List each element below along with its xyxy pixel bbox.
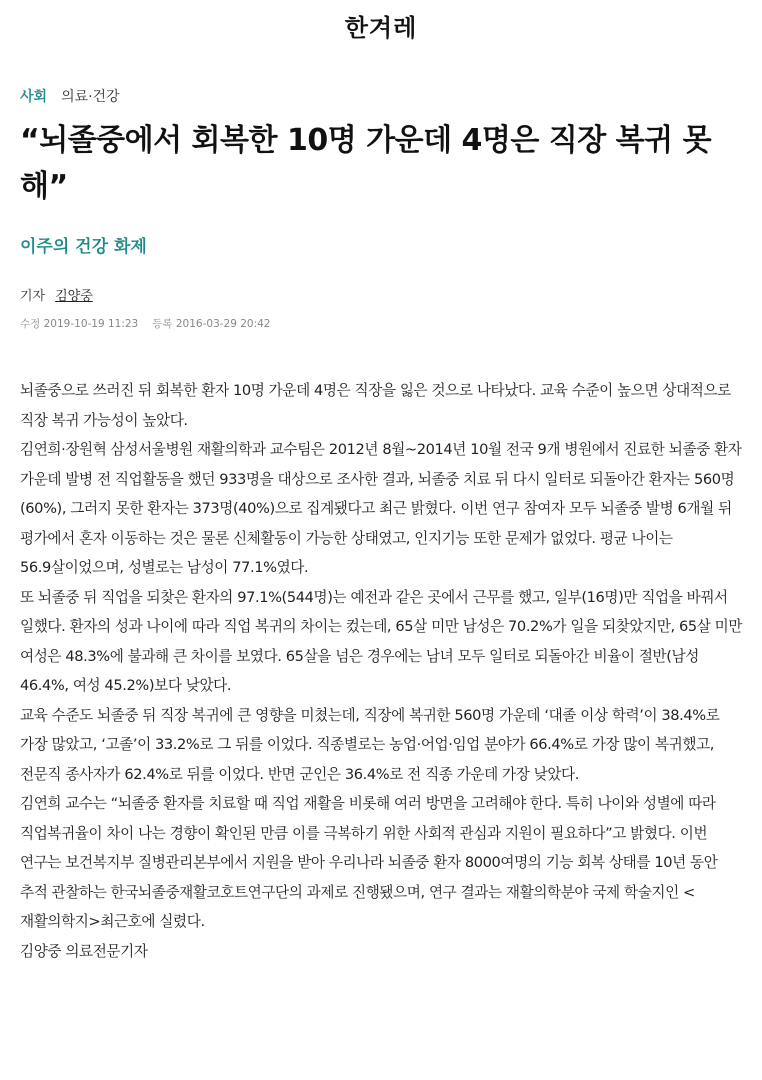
article-body: [20, 376, 744, 966]
article-headline: “뇌졸중에서 회복한 10명 가운데 4명은 직장 복귀 못해”: [20, 123, 712, 204]
reporter-link[interactable]: 김양중: [55, 289, 93, 304]
modified-date: 수정 2019-10-19 11:23: [20, 318, 139, 330]
section-breadcrumb: [20, 86, 120, 106]
article-paragraph: 교육 수준도 뇌졸중 뒤 직장 복귀에 큰 영향을 미쳤는데, 직장에 복귀한 560명 가운데 ‘대졸 이상 학력’이 38.4%로 가장 많았고, ‘고졸’이 33.2%로 그 뒤를 이었다. 직종별로는 농업·어업·임업 분야가 66.4%로 가장 많이 복귀했고, 전문직 종사자가 62.4%로 뒤를 이었다. 반면 군인은 36.4%로 전 직종 가운데 가장 낮았다.: [20, 706, 720, 783]
byline-label: 기자: [20, 289, 46, 304]
article-paragraph: 김연희·장원혁 삼성서울병원 재활의학과 교수팀은 2012년 8월~2014년 10월 전국 9개 병원에서 진료한 뇌졸중 환자 가운데 발병 전 직업활동을 했던 933명을 대상으로 조사한 결과, 뇌졸중 치료 뒤 다시 일터로 되돌아간 환자는 560명(60%), 그러지 못한 환자는 373명(40%)으로 집계됐다고 최근 밝혔다. 이번 연구 참여자 모두 뇌졸중 발병 6개월 뒤 평가에서 혼자 이동하는 것은 물론 신체활동이 가능한 상태였고, 인지기능 또한 문제가 없었다. 평균 나이는 56.9살이었으며, 성별로는 남성이 77.1%였다.: [20, 441, 742, 576]
site-logo[interactable]: 한겨레: [344, 13, 418, 42]
series-link[interactable]: 이주의 건강 화제: [20, 237, 147, 257]
section-link-main[interactable]: 사회: [20, 89, 48, 105]
article-paragraph: 또 뇌졸중 뒤 직업을 되찾은 환자의 97.1%(544명)는 예전과 같은 곳에서 근무를 했고, 일부(16명)만 직업을 바꿔서 일했다. 환자의 성과 나이에 따라 직업 복귀의 차이는 컸는데, 65살 미만 남성은 70.2%가 일을 되찾았지만, 65살 미만 여성은 48.3%에 불과해 큰 차이를 보였다. 65살을 넘은 경우에는 남녀 모두 일터로 되돌아간 비율이 절반(남성 46.4%, 여성 45.2%)보다 낮았다.: [20, 588, 743, 694]
article-dates: [20, 316, 271, 331]
byline: [20, 285, 93, 304]
article-paragraph: 김연희 교수는 “뇌졸중 환자를 치료할 때 직업 재활을 비롯해 여러 방면을 고려해야 한다. 특히 나이와 성별에 따라 직업복귀율이 차이 나는 경향이 확인된 만큼 이를 극복하기 위한 사회적 관심과 지원이 필요하다”고 밝혔다. 이번 연구는 보건복지부 질병관리본부에서 지원을 받아 우리나라 뇌졸중 환자 8000여명의 기능 회복 상태를 10년 동안 추적 관찰하는 한국뇌졸중재활코호트연구단의 과제로 진행됐으며, 연구 결과는 재활의학분야 국제 학술지인 <재활의학지>최근호에 실렸다.: [20, 795, 718, 930]
article-signature: 김양중 의료전문기자: [20, 942, 148, 960]
published-date: 등록 2016-03-29 20:42: [152, 318, 271, 330]
masthead: [0, 0, 762, 56]
article-paragraph: 뇌졸중으로 쓰러진 뒤 회복한 환자 10명 가운데 4명은 직장을 잃은 것으로 나타났다. 교육 수준이 높으면 상대적으로 직장 복귀 가능성이 높았다.: [20, 382, 731, 429]
section-link-sub[interactable]: 의료·건강: [61, 89, 120, 105]
